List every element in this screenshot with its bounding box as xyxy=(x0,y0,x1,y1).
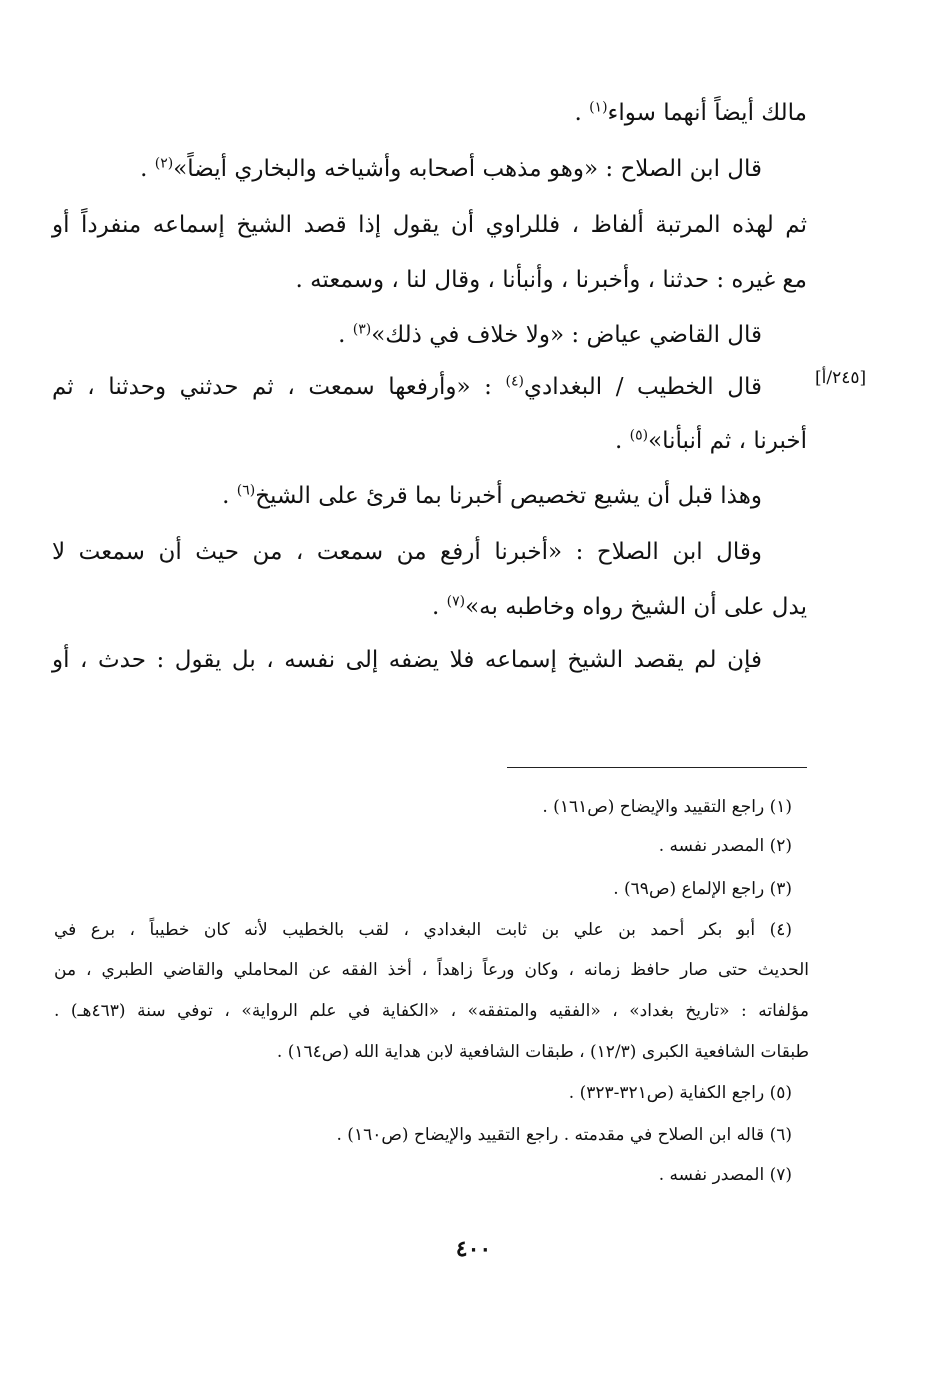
footnote-1: (١) راجع التقييد والإيضاح (ص١٦١) . xyxy=(542,797,792,817)
body-line-9: وقال ابن الصلاح : «أخبرنا أرفع من سمعت ، من حيث أن سمعت لا xyxy=(52,539,762,565)
body-line-6: قال الخطيب / البغدادي$^{(٤)}$ : «وأرفعها سمعت ، ثم حدثني وحدثنا ، ثم xyxy=(52,373,762,400)
page-number: ٤٠٠ xyxy=(455,1236,492,1262)
footnote-2: (٢) المصدر نفسه . xyxy=(658,836,792,856)
body-line-2: قال ابن الصلاح : «وهو مذهب أصحابه وأشياخه والبخاري أيضاً»$^{(٢)}$ . xyxy=(140,155,762,182)
body-line-10: يدل على أن الشيخ رواه وخاطبه به»$^{(٧)}$ . xyxy=(431,593,807,620)
body-line-5: قال القاضي عياض : «ولا خلاف في ذلك»$^{(٣)}$ . xyxy=(338,321,762,348)
footnote-7: (٧) المصدر نفسه . xyxy=(658,1165,792,1185)
body-line-11: فإن لم يقصد الشيخ إسماعه فلا يضفه إلى نفسه ، بل يقول : حدث ، أو xyxy=(52,647,762,673)
footnote-6: (٦) قاله ابن الصلاح في مقدمته . راجع التقييد والإيضاح (ص١٦٠) . xyxy=(336,1125,792,1145)
footnote-divider xyxy=(507,767,807,768)
footnote-4-line-4: طبقات الشافعية الكبرى (١٢/٣) ، طبقات الشافعية لابن هداية الله (ص١٦٤) . xyxy=(276,1042,809,1062)
body-line-1: مالك أيضاً أنهما سواء$^{(١)}$ . xyxy=(574,99,807,126)
footnote-4-line-2: الحديث حتى صار حافظ زمانه ، وكان ورعاً زاهداً ، أخذ الفقه عن المحاملي والقاضي الطبري ، من xyxy=(54,960,809,980)
body-line-4: مع غيره : حدثنا ، وأخبرنا ، وأنبأنا ، وقال لنا ، وسمعته . xyxy=(295,267,807,293)
footnote-4-line-3: مؤلفاته : «تاريخ بغداد» ، «الفقيه والمتفقه» ، «الكفاية في علم الرواية» ، توفي سنة (٤٦٣هـ) . xyxy=(54,1001,810,1021)
footnote-5: (٥) راجع الكفاية (ص٣٢١-٣٢٣) . xyxy=(568,1083,792,1103)
footnote-4-line-1: (٤) أبو بكر أحمد بن علي بن ثابت البغدادي ، لقب بالخطيب لأنه كان خطيباً ، برع في xyxy=(54,920,792,940)
footnote-3: (٣) راجع الإلماع (ص٦٩) . xyxy=(613,879,792,899)
body-line-7: أخبرنا ، ثم أنبأنا»$^{(٥)}$ . xyxy=(614,427,807,454)
manuscript-folio-note: [٢٤٥/أ] xyxy=(815,368,867,388)
body-line-8: وهذا قبل أن يشيع تخصيص أخبرنا بما قرئ على الشيخ$^{(٦)}$ . xyxy=(222,482,762,509)
body-line-3: ثم لهذه المرتبة ألفاظ ، فللراوي أن يقول إذا قصد الشيخ إسماعه منفرداً أو xyxy=(52,212,807,238)
